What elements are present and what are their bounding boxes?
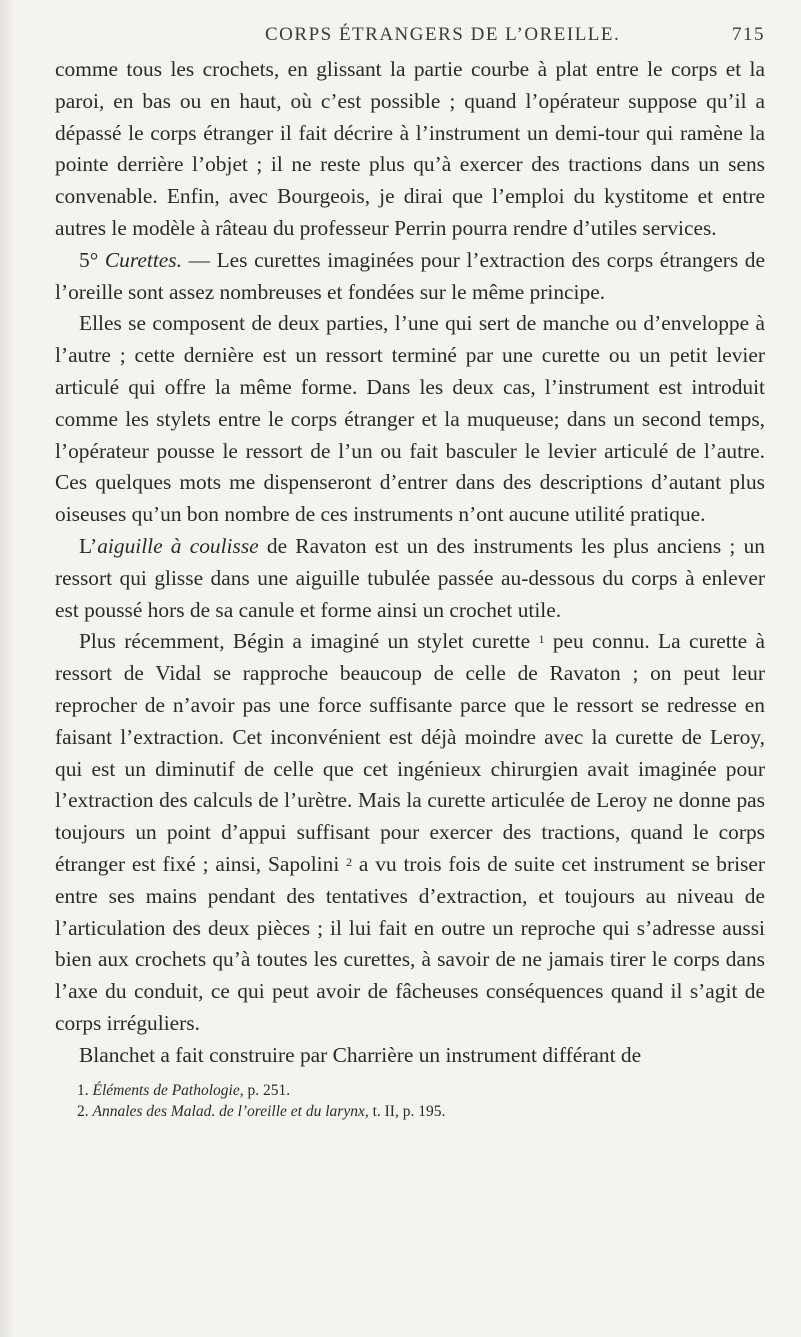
paragraph-text: a vu trois fois de suite cet instrument se briser entre ses mains pendant des tentatives d’extraction, et toujours au niveau de l’articulation des deux pièces ; il lui fait en outre un reproche qui s’adresse aussi bien aux crochets qu’à toutes les curettes, à savoir de ne jamais tirer le corps dans l’axe du conduit, ce qui peut avoir de fâcheuses conséquences quand il s’agit de corps irréguliers.	[55, 851, 765, 1035]
paragraph-text: comme tous les crochets, en glissant la partie courbe à plat entre le corps et la paroi, en bas ou en haut, où c’est possible ; quand l’opérateur suppose qu’il a dépassé le corps étranger il fait décrire à l’instrument un demi-tour qui ramène la pointe derrière l’objet ; il ne reste plus qu’à exercer des tractions dans un sens convenable. Enfin, avec Bourgeois, je dirai que l’emploi du kystitome et entre autres le modèle à râteau du professeur Perrin pourra rendre d’utiles services.	[55, 57, 765, 240]
body-text	[55, 54, 765, 1072]
paragraph-aiguille	[55, 531, 765, 626]
page-header	[55, 14, 765, 54]
paragraph-lead: L’	[79, 533, 98, 558]
running-title: CORPS ÉTRANGERS DE L’OREILLE.	[265, 24, 621, 45]
paragraph-text: — Les curettes imaginées pour l’extraction des corps étrangers de l’oreille sont assez nombreuses et fondées sur le même principe.	[55, 247, 765, 304]
paragraph-text: de Ravaton est un des instruments les plus anciens ; un ressort qui glisse dans une aiguille tubulée passée au-dessous du corps à enlever est poussé hors de sa canule et forme ainsi un crochet utile.	[55, 533, 765, 622]
footnote-ref-2[interactable]: 2	[346, 854, 353, 869]
paragraph-5	[55, 626, 765, 1039]
section-number: 5°	[79, 247, 105, 272]
footnote-1	[77, 1080, 765, 1101]
paragraph-text: Elles se composent de deux parties, l’une qui sert de manche ou d’enveloppe à l’autre ; cette dernière est un ressort terminé par une curette ou un petit levier articulé qui offre la même forme. Dans les deux cas, l’instrument est introduit comme les stylets entre le corps étranger et la muqueuse; dans un second temps, l’opérateur pousse le ressort de l’un ou fait basculer le levier articulé de l’autre. Ces quelques mots me dispenseront d’entrer dans des descriptions d’autant plus oiseuses qu’un bon nombre de ces instruments n’ont aucune utilité pratique.	[55, 311, 765, 527]
page-number: 715	[732, 24, 765, 45]
paragraph-3	[55, 308, 765, 531]
footnotes	[55, 1080, 765, 1122]
paragraph-6	[55, 1040, 765, 1072]
paragraph-1	[55, 54, 765, 245]
footnote-title: Annales des Malad. de l’oreille et du larynx	[92, 1102, 365, 1120]
footnote-2	[77, 1101, 765, 1122]
paragraph-curettes	[55, 245, 765, 309]
footnote-ref-1[interactable]: 1	[538, 632, 545, 647]
paragraph-text: Blanchet a fait construire par Charrière un instrument différant de	[79, 1042, 642, 1067]
footnote-rest: , t. II, p. 195.	[364, 1102, 446, 1120]
footnote-number: 1.	[77, 1081, 93, 1099]
paragraph-text: Plus récemment, Bégin a imaginé un stylet curette	[79, 629, 539, 654]
instrument-name: aiguille à coulisse	[97, 533, 259, 558]
footnote-title: Éléments de Pathologie	[92, 1081, 240, 1099]
paragraph-text: peu connu. La curette à ressort de Vidal se rapproche beaucoup de celle de Ravaton ; on peut leur reprocher de n’avoir pas une force suffisante parce que le ressort se redresse en faisant l’extraction. Cet inconvénient est déjà moindre avec la curette de Leroy, qui est un diminutif de celle que cet ingénieux chirurgien avait imaginée pour l’extraction des calculs de l’urètre. Mais la curette articulée de Leroy ne donne pas toujours un point d’appui suffisant pour exercer des tractions, quand le corps étranger est fixé ; ainsi, Sapolini	[55, 629, 765, 876]
section-heading: Curettes.	[104, 247, 182, 272]
footnote-rest: , p. 251.	[239, 1081, 291, 1099]
footnote-number: 2.	[77, 1102, 93, 1120]
